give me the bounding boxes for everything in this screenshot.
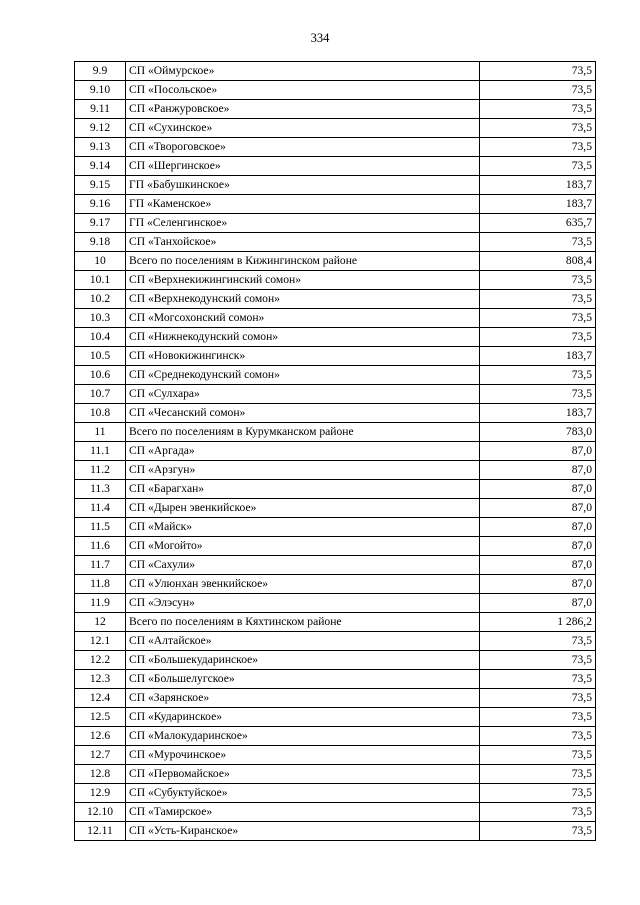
settlement-name-cell: ГП «Селенгинское» [126, 214, 480, 233]
row-number-cell: 12.8 [75, 765, 126, 784]
row-number-cell: 11 [75, 423, 126, 442]
row-number-cell: 9.13 [75, 138, 126, 157]
row-number-cell: 9.16 [75, 195, 126, 214]
amount-cell: 87,0 [480, 594, 596, 613]
table-row [75, 784, 596, 803]
row-number-cell: 10.4 [75, 328, 126, 347]
amount-cell: 73,5 [480, 119, 596, 138]
row-number-cell: 11.9 [75, 594, 126, 613]
table-row [75, 613, 596, 632]
settlement-name-cell: СП «Шергинское» [126, 157, 480, 176]
table-row [75, 499, 596, 518]
amount-cell: 183,7 [480, 195, 596, 214]
amount-cell: 73,5 [480, 765, 596, 784]
table-row [75, 537, 596, 556]
settlement-name-cell: Всего по поселениям в Кяхтинском районе [126, 613, 480, 632]
settlement-name-cell: СП «Дырен эвенкийское» [126, 499, 480, 518]
settlement-name-cell: СП «Сахули» [126, 556, 480, 575]
row-number-cell: 10.5 [75, 347, 126, 366]
amount-cell: 87,0 [480, 499, 596, 518]
table-body [75, 62, 596, 841]
table-row [75, 765, 596, 784]
amount-cell: 87,0 [480, 537, 596, 556]
settlement-name-cell: СП «Верхнекижингинский сомон» [126, 271, 480, 290]
row-number-cell: 11.8 [75, 575, 126, 594]
settlement-name-cell: СП «Новокижингинск» [126, 347, 480, 366]
amount-cell: 808,4 [480, 252, 596, 271]
amount-cell: 73,5 [480, 233, 596, 252]
table-row [75, 309, 596, 328]
row-number-cell: 10.7 [75, 385, 126, 404]
row-number-cell: 12.7 [75, 746, 126, 765]
amount-cell: 87,0 [480, 442, 596, 461]
amount-cell: 73,5 [480, 271, 596, 290]
table-row [75, 233, 596, 252]
settlement-name-cell: Всего по поселениям в Курумканском районе [126, 423, 480, 442]
row-number-cell: 12 [75, 613, 126, 632]
table-row [75, 100, 596, 119]
amount-cell: 183,7 [480, 347, 596, 366]
table-row [75, 404, 596, 423]
amount-cell: 73,5 [480, 803, 596, 822]
settlement-name-cell: СП «Среднекодунский сомон» [126, 366, 480, 385]
settlement-name-cell: СП «Элэсун» [126, 594, 480, 613]
settlement-name-cell: СП «Большелугское» [126, 670, 480, 689]
row-number-cell: 11.7 [75, 556, 126, 575]
amount-cell: 87,0 [480, 575, 596, 594]
amount-cell: 635,7 [480, 214, 596, 233]
settlement-name-cell: СП «Улюнхан эвенкийское» [126, 575, 480, 594]
amount-cell: 73,5 [480, 689, 596, 708]
amount-cell: 73,5 [480, 309, 596, 328]
amount-cell: 73,5 [480, 670, 596, 689]
amount-cell: 73,5 [480, 632, 596, 651]
settlement-name-cell: СП «Большекударинское» [126, 651, 480, 670]
table-row [75, 461, 596, 480]
table-row [75, 366, 596, 385]
row-number-cell: 9.14 [75, 157, 126, 176]
table-row [75, 708, 596, 727]
row-number-cell: 9.12 [75, 119, 126, 138]
settlement-name-cell: СП «Алтайское» [126, 632, 480, 651]
amount-cell: 73,5 [480, 708, 596, 727]
table-row [75, 214, 596, 233]
table-row [75, 271, 596, 290]
row-number-cell: 9.11 [75, 100, 126, 119]
amount-cell: 1 286,2 [480, 613, 596, 632]
table-row [75, 822, 596, 841]
row-number-cell: 11.5 [75, 518, 126, 537]
settlement-name-cell: СП «Твороговское» [126, 138, 480, 157]
row-number-cell: 12.11 [75, 822, 126, 841]
amount-cell: 73,5 [480, 62, 596, 81]
amount-cell: 783,0 [480, 423, 596, 442]
settlement-name-cell: СП «Аргада» [126, 442, 480, 461]
table-row [75, 575, 596, 594]
settlement-name-cell: СП «Сухинское» [126, 119, 480, 138]
amount-cell: 73,5 [480, 81, 596, 100]
amount-cell: 73,5 [480, 290, 596, 309]
row-number-cell: 12.1 [75, 632, 126, 651]
settlement-name-cell: СП «Мурочинское» [126, 746, 480, 765]
row-number-cell: 10.8 [75, 404, 126, 423]
amount-cell: 73,5 [480, 157, 596, 176]
settlement-name-cell: СП «Могойто» [126, 537, 480, 556]
amount-cell: 87,0 [480, 480, 596, 499]
row-number-cell: 11.2 [75, 461, 126, 480]
row-number-cell: 12.3 [75, 670, 126, 689]
table-row [75, 62, 596, 81]
amount-cell: 73,5 [480, 746, 596, 765]
settlement-name-cell: СП «Первомайское» [126, 765, 480, 784]
table-row [75, 347, 596, 366]
table-row [75, 480, 596, 499]
page-number: 334 [310, 31, 330, 45]
table-row [75, 594, 596, 613]
settlement-name-cell: СП «Нижнекодунский сомон» [126, 328, 480, 347]
amount-cell: 73,5 [480, 138, 596, 157]
table-row [75, 727, 596, 746]
table-row [75, 119, 596, 138]
settlement-name-cell: СП «Зарянское» [126, 689, 480, 708]
table-row [75, 670, 596, 689]
row-number-cell: 9.17 [75, 214, 126, 233]
table-row [75, 138, 596, 157]
table-row [75, 423, 596, 442]
row-number-cell: 12.5 [75, 708, 126, 727]
table-row [75, 442, 596, 461]
table-row [75, 290, 596, 309]
amount-cell: 73,5 [480, 328, 596, 347]
settlement-name-cell: СП «Субуктуйское» [126, 784, 480, 803]
row-number-cell: 10 [75, 252, 126, 271]
table-row [75, 746, 596, 765]
settlement-name-cell: СП «Малокударинское» [126, 727, 480, 746]
table-row [75, 195, 596, 214]
amount-cell: 73,5 [480, 727, 596, 746]
table-row [75, 518, 596, 537]
row-number-cell: 11.3 [75, 480, 126, 499]
table-row [75, 803, 596, 822]
settlement-name-cell: СП «Оймурское» [126, 62, 480, 81]
table-row [75, 385, 596, 404]
table-row [75, 157, 596, 176]
amount-cell: 87,0 [480, 556, 596, 575]
table-row [75, 252, 596, 271]
table-row [75, 81, 596, 100]
row-number-cell: 11.6 [75, 537, 126, 556]
settlement-name-cell: ГП «Каменское» [126, 195, 480, 214]
settlement-name-cell: СП «Чесанский сомон» [126, 404, 480, 423]
row-number-cell: 10.1 [75, 271, 126, 290]
table-row [75, 328, 596, 347]
settlement-name-cell: СП «Посольское» [126, 81, 480, 100]
settlement-name-cell: СП «Сулхара» [126, 385, 480, 404]
row-number-cell: 9.10 [75, 81, 126, 100]
row-number-cell: 9.9 [75, 62, 126, 81]
settlement-name-cell: СП «Усть-Киранское» [126, 822, 480, 841]
table-row [75, 556, 596, 575]
row-number-cell: 10.3 [75, 309, 126, 328]
row-number-cell: 10.6 [75, 366, 126, 385]
amount-cell: 73,5 [480, 385, 596, 404]
settlement-name-cell: СП «Тамирское» [126, 803, 480, 822]
amount-cell: 73,5 [480, 784, 596, 803]
row-number-cell: 11.1 [75, 442, 126, 461]
settlement-name-cell: СП «Ранжуровское» [126, 100, 480, 119]
settlement-name-cell: СП «Майск» [126, 518, 480, 537]
settlement-name-cell: СП «Арзгун» [126, 461, 480, 480]
row-number-cell: 12.9 [75, 784, 126, 803]
table-row [75, 689, 596, 708]
settlement-name-cell: СП «Танхойское» [126, 233, 480, 252]
amount-cell: 73,5 [480, 651, 596, 670]
settlement-name-cell: СП «Кударинское» [126, 708, 480, 727]
settlement-name-cell: СП «Барагхан» [126, 480, 480, 499]
settlement-name-cell: СП «Верхнекодунский сомон» [126, 290, 480, 309]
table-row [75, 651, 596, 670]
amount-cell: 73,5 [480, 366, 596, 385]
amount-cell: 73,5 [480, 822, 596, 841]
table-row [75, 632, 596, 651]
row-number-cell: 12.4 [75, 689, 126, 708]
amount-cell: 183,7 [480, 176, 596, 195]
amount-cell: 73,5 [480, 100, 596, 119]
row-number-cell: 10.2 [75, 290, 126, 309]
row-number-cell: 12.10 [75, 803, 126, 822]
row-number-cell: 11.4 [75, 499, 126, 518]
amount-cell: 183,7 [480, 404, 596, 423]
row-number-cell: 9.18 [75, 233, 126, 252]
settlement-name-cell: ГП «Бабушкинское» [126, 176, 480, 195]
allocation-table [74, 61, 596, 841]
row-number-cell: 12.2 [75, 651, 126, 670]
table-row [75, 176, 596, 195]
settlement-name-cell: СП «Могсохонский сомон» [126, 309, 480, 328]
amount-cell: 87,0 [480, 518, 596, 537]
settlement-name-cell: Всего по поселениям в Кижингинском районе [126, 252, 480, 271]
row-number-cell: 9.15 [75, 176, 126, 195]
row-number-cell: 12.6 [75, 727, 126, 746]
amount-cell: 87,0 [480, 461, 596, 480]
